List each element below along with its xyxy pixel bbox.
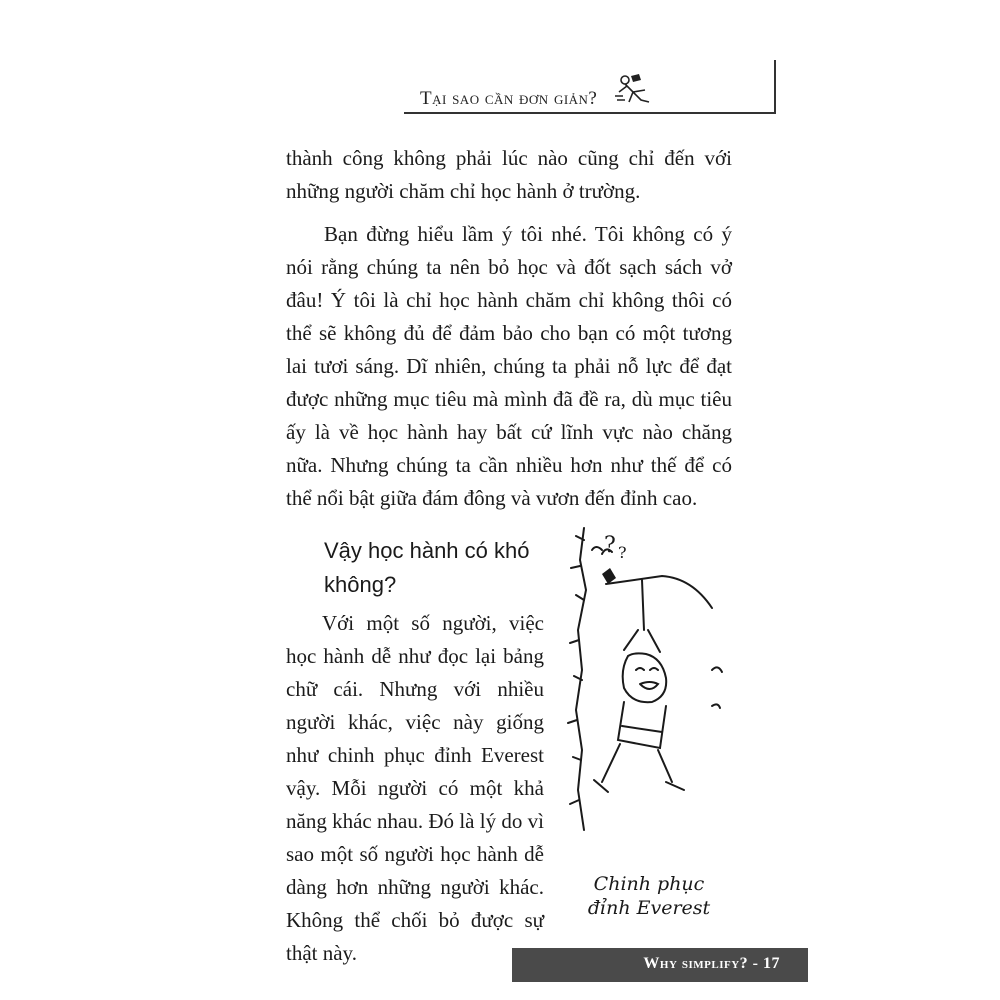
svg-text:?: ? bbox=[604, 533, 616, 558]
climber-illustration bbox=[562, 520, 732, 840]
footer-page-label: Why simplify? - 17 bbox=[643, 955, 780, 972]
body-paragraph-2: Bạn đừng hiểu lầm ý tôi nhé. Tôi không có ý nói rằng chúng ta nên bỏ học và đốt sạch sách vở đâu! Ý tôi là chỉ học hành chăm chỉ không thôi có thể sẽ không đủ để đảm bảo cho bạn có một tương lai tươi sáng. Dĩ nhiên, chúng ta phải nỗ lực để đạt được những mục tiêu mà mình đã đề ra, dù mục tiêu ấy là về học hành hay bất cứ lĩnh vực nào chăng nữa. Nhưng chúng ta cần nhiều hơn như thế để có thể nổi bật giữa đám đông và vươn đến đỉnh cao. bbox=[286, 222, 732, 510]
running-header-title: Tại sao cần đơn giản? bbox=[420, 88, 598, 109]
running-figure-icon bbox=[611, 72, 659, 108]
header-vertical-rule bbox=[774, 60, 776, 114]
section-heading: Vậy học hành có khó không? bbox=[324, 538, 530, 597]
body-paragraph-1: thành công không phải lúc nào cũng chỉ đến với những người chăm chỉ học hành ở trường. bbox=[286, 146, 732, 203]
header-rule bbox=[404, 112, 776, 114]
body-paragraph-3: Với một số người, việc học hành dễ như đọc lại bảng chữ cái. Nhưng với nhiều người khác, việc này giống như chinh phục đỉnh Everest vậy. Mỗi người có một khả năng khác nhau. Đó là lý do vì sao một số người học hành dễ dàng hơn những người khác. Không thể chối bỏ được sự thật này. bbox=[286, 611, 544, 965]
illustration-caption: Chinh phục đỉnh Everest bbox=[587, 873, 711, 919]
svg-text:?: ? bbox=[618, 543, 627, 562]
